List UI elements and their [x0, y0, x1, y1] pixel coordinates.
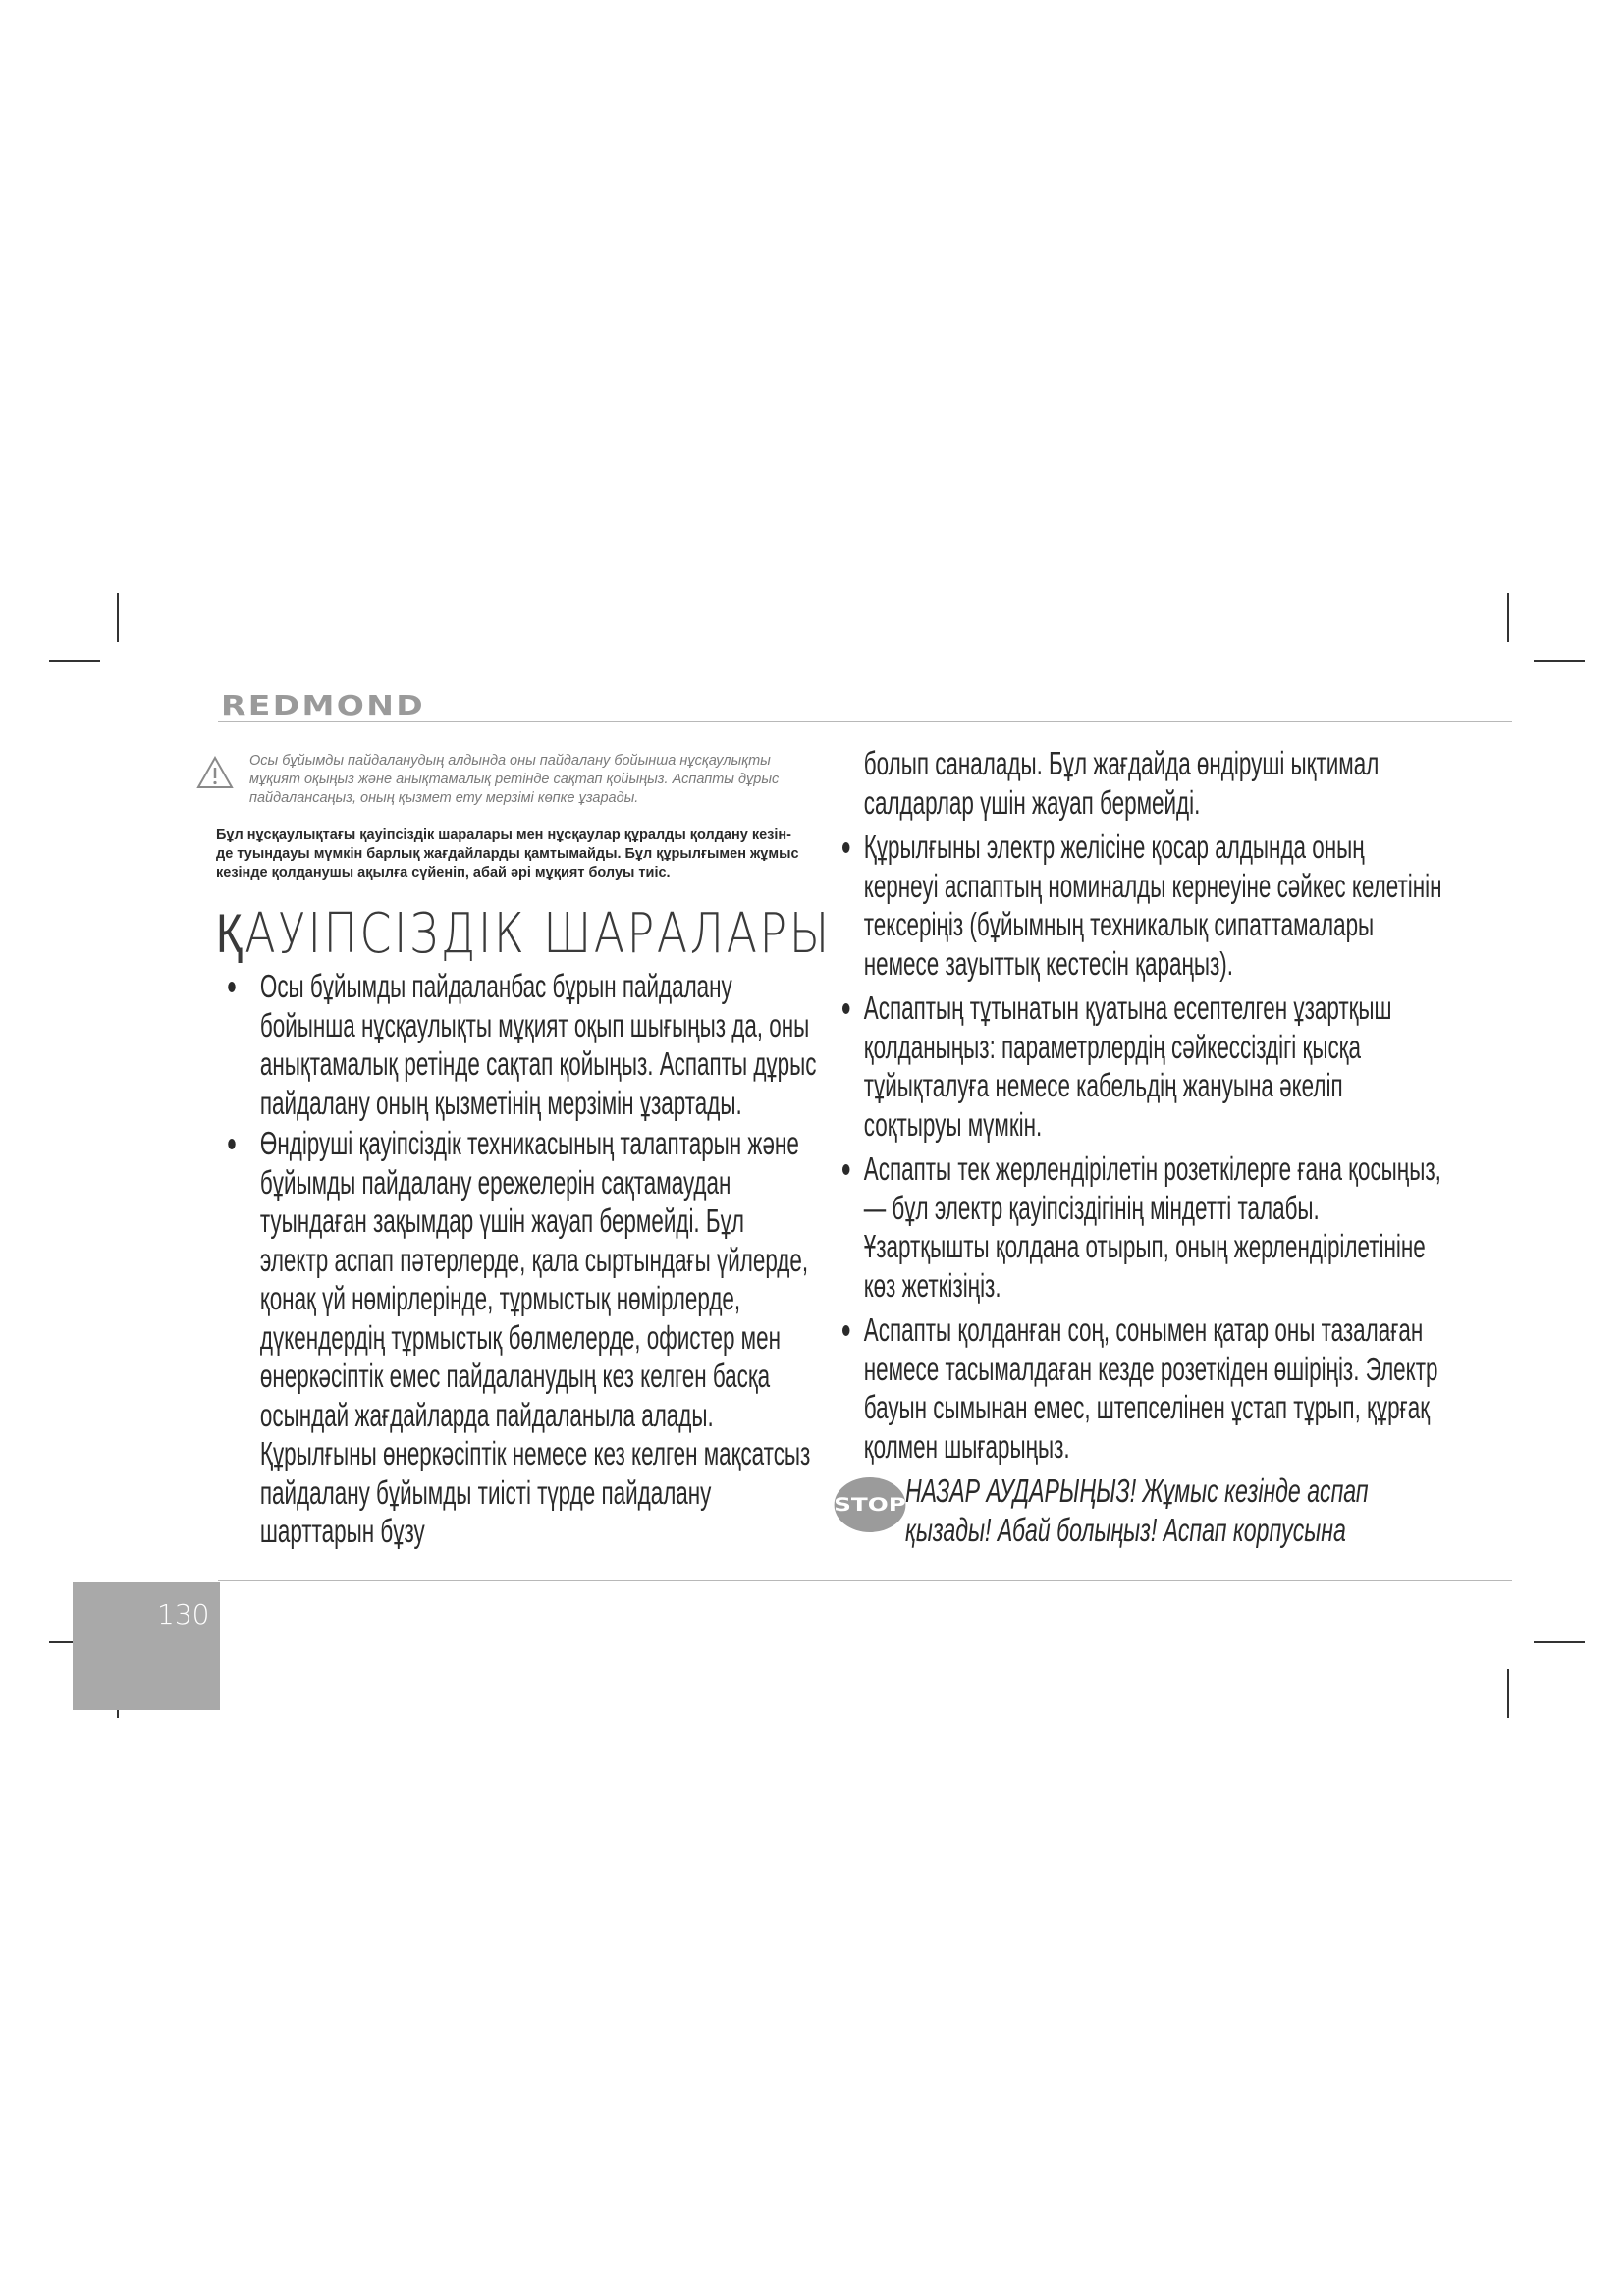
crop-mark — [1534, 1641, 1585, 1643]
left-column — [196, 744, 832, 1553]
crop-mark — [1507, 1669, 1509, 1718]
list-item: Аспапты тек жерлендірілетін розеткілерге ғана қосыңыз, — бұл электр қауіпсіздігінің міндетті талабы. Ұзартқышты қолдана отырып, оның жерлендірілетініне көз жеткізіңіз. — [842, 1149, 1443, 1305]
list-item: Осы бұйымды пайдаланбас бұрын пайдалану бойынша нұсқаулықты мұқият оқып шығыңыз да, оны анықтамалық ретінде сақтап қойыңыз. Аспапты дұрыс пайдалану оның қызметінің мерзімін ұзартады. — [216, 967, 817, 1122]
safety-disclaimer: Бұл нұсқаулықтағы қауіпсіздік шаралары мен нұсқаулар құралды қолдану кезін-де туындауы мүмкін барлық жағдайларды қамтымайды. Бұл құрылғымен жұмыс кезінде қолданушы ақылға сүйеніп, абай әрі мұқият болуы тиіс. — [216, 828, 799, 881]
stop-warning-text: НАЗАР АУДАРЫҢЫЗ! Жұмыс кезінде аспап қызады! Абай болыңыз! Аспап корпусына — [905, 1472, 1369, 1548]
page-number: 130 — [157, 1598, 210, 1630]
left-text-block — [216, 967, 817, 1551]
crop-mark — [49, 660, 100, 662]
list-item: Құрылғыны электр желісіне қосар алдында оның кернеуі аспаптың номиналды кернеуіне сәйкес келетінін тексеріңіз (бұйымның техникалық сипаттамалары немесе зауыттық кестесін қараңыз). — [842, 828, 1443, 983]
left-bullet-list — [216, 967, 817, 1551]
warning-note — [196, 752, 825, 815]
warning-note-text: Осы бұйымды пайдаланудың алдында оны пайдалану бойынша нұсқаулықты мұқият оқыңыз және анықтамалық ретінде сақтап қойыңыз. Аспапты дұрыс пайдалансаңыз, оның қызмет ету мерзімі көпке ұзарады. — [249, 753, 780, 806]
brand-logo: REDMOND — [221, 689, 426, 721]
continued-paragraph: болып саналады. Бұл жағдайда өндіруші ықтимал салдарлар үшін жауап бермейді. — [863, 745, 1380, 821]
right-text-block — [842, 744, 1443, 1466]
list-item: Аспапты қолданған соң, сонымен қатар оны тазалаған немесе тасымалдаған кезде розеткіден өшіріңіз. Электр бауын сымынан емес, штепселінен ұстап тұрып, құрғақ қолмен шығарыңыз. — [842, 1310, 1443, 1466]
section-heading: ҚАУІПСІЗДІК ШАРАЛАРЫ — [216, 902, 832, 966]
header-rule — [218, 721, 1512, 722]
list-item: Аспаптың тұтынатын қуатына есептелген ұзартқыш қолданыңыз: параметрлердің сәйкессіздігі қысқа тұйықталуға немесе кабельдің жануына әкеліп соқтыруы мүмкін. — [842, 988, 1443, 1144]
crop-mark — [1534, 660, 1585, 662]
list-item: Өндіруші қауіпсіздік техникасының талаптарын және бұйымды пайдалану ережелерін сақтамаудан туындаған зақымдар үшін жауап бермейді. Бұл электр аспап пәтерлерде, қала сыртындағы үйлерде, қонақ үй нөмірлерінде, тұрмыстық нөмірлерде, дүкендердің тұрмыстық бөлмелерде, офистер мен өнеркәсіптік емес пайдаланудың кез келген басқа осындай жағдайларда пайдаланыла алады. Құрылғыны өнеркәсіптік немесе кез келген мақсатсыз пайдалану бұйымды тиісті түрде пайдалану шарттарын бұзу — [216, 1124, 817, 1551]
stop-icon: STOP — [835, 1477, 906, 1532]
stop-warning — [834, 1471, 1441, 1549]
warning-icon — [196, 756, 234, 789]
crop-mark — [1507, 593, 1509, 642]
right-bullet-list — [842, 828, 1443, 1466]
crop-mark — [117, 593, 119, 642]
footer-rule — [218, 1580, 1512, 1581]
right-column — [834, 744, 1442, 1549]
